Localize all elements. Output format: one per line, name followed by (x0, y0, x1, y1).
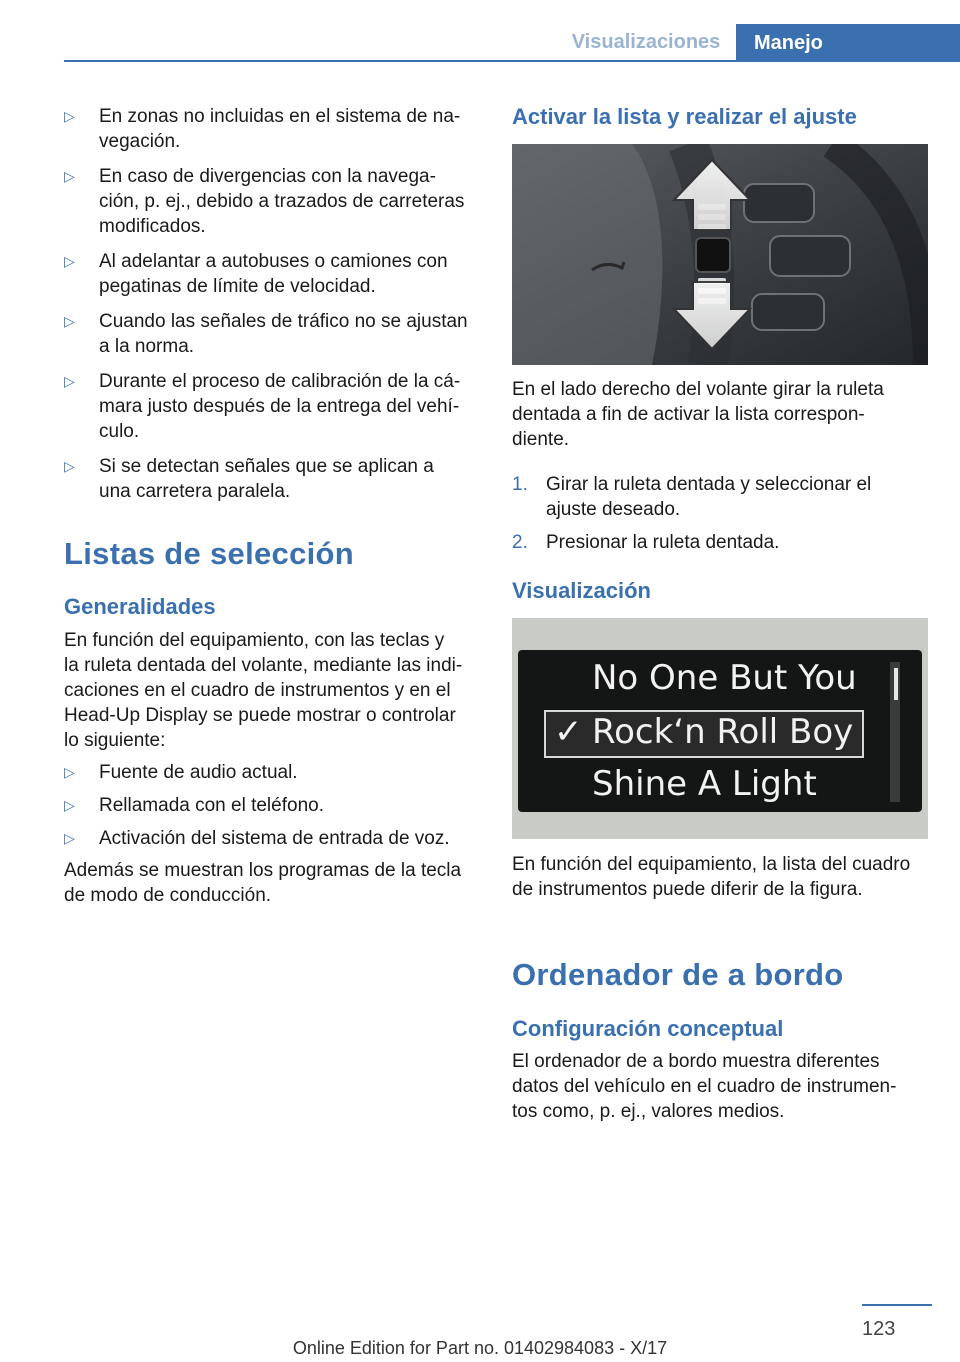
heading-activar-lista: Activar la lista y realizar el ajuste (512, 104, 857, 129)
bullet-text: Activación del sistema de entrada de voz. (99, 828, 450, 849)
page-number: 123 (862, 1318, 896, 1340)
bullet-text: Durante el proceso de calibración de la cá‐ mara justo después de la entrega del vehí‐ culo. (99, 371, 461, 442)
display-item-3: Shine A Light (592, 764, 817, 804)
heading-visualizacion: Visualización (512, 578, 651, 603)
footer-edition: Online Edition for Part no. 01402984083 - X/17 (292, 1338, 668, 1358)
bullet-triangle-icon: ▷ (64, 458, 75, 474)
paragraph-visualizacion: En función del equipamiento, la lista del cuadro de instrumentos puede diferir de la figura. (512, 854, 911, 900)
bullet-triangle-icon: ▷ (64, 373, 75, 389)
page-number-rule (862, 1304, 932, 1306)
heading-ordenador-bordo: Ordenador de a bordo (512, 957, 844, 992)
bullet-text: En caso de divergencias con la navega‐ ción, p. ej., debido a trazados de carreteras modificados. (99, 166, 465, 237)
list-item (64, 164, 480, 239)
bullet-text: Si se detectan señales que se aplican a una carretera paralela. (99, 456, 434, 502)
bullet-triangle-icon: ▷ (64, 764, 75, 780)
bullet-triangle-icon: ▷ (64, 108, 75, 124)
step-item (512, 530, 928, 555)
bullet-triangle-icon: ▷ (64, 797, 75, 813)
bullet-text: Cuando las señales de tráfico no se ajustan a la norma. (99, 311, 468, 357)
paragraph-configuracion: El ordenador de a bordo muestra diferentes datos del vehículo en el cuadro de instrumen‐ tos como, p. ej., valores medios. (512, 1051, 897, 1122)
bullet-triangle-icon: ▷ (64, 168, 75, 184)
list-item (64, 249, 480, 299)
list-item (64, 309, 480, 359)
step-number: 1. (512, 474, 528, 495)
bullet-text: Al adelantar a autobuses o camiones con pegatinas de límite de velocidad. (99, 251, 448, 297)
subheading-generalidades: Generalidades (64, 594, 216, 619)
header-rule (64, 60, 960, 62)
checkmark-icon: ✓ (554, 712, 583, 752)
bullet-text: Rellamada con el teléfono. (99, 795, 324, 816)
section-tab-manejo[interactable]: Manejo (736, 24, 960, 62)
heading-listas-seleccion: Listas de selección (64, 536, 354, 571)
list-item (64, 760, 480, 785)
display-item-2: Rock‘n Roll Boy (592, 712, 854, 752)
display-item-1: No One But You (592, 658, 857, 698)
bullet-list-exceptions (64, 104, 480, 514)
bullet-triangle-icon: ▷ (64, 313, 75, 329)
list-item (64, 793, 480, 818)
bullet-triangle-icon: ▷ (64, 830, 75, 846)
subheading-configuracion: Configuración conceptual (512, 1016, 784, 1041)
display-scrollbar-thumb (894, 668, 898, 700)
paragraph-extra: Además se muestran los programas de la tecla de modo de conducción. (64, 860, 462, 906)
list-item (64, 454, 480, 504)
bullet-triangle-icon: ▷ (64, 253, 75, 269)
list-item (64, 369, 480, 444)
section-tab-visualizaciones[interactable]: Visualizaciones (571, 30, 721, 53)
paragraph-activar: En el lado derecho del volante girar la ruleta dentada a fin de activar la lista correspon‐ diente. (512, 379, 884, 450)
paragraph-generalidades: En función del equipamiento, con las teclas y la ruleta dentada del volante, mediante las indi‐ caciones en el cuadro de instrumentos y en el Head-Up Display se puede mostrar o controlar lo siguiente: (64, 630, 463, 751)
bullet-text: En zonas no incluidas en el sistema de na‐ vegación. (99, 106, 461, 152)
step-text: Presionar la ruleta dentada. (546, 532, 780, 553)
display-list-image (512, 618, 928, 839)
step-item (512, 472, 928, 522)
numbered-steps (512, 472, 928, 563)
list-item (64, 826, 480, 851)
steering-wheel-image (512, 144, 928, 365)
step-text: Girar la ruleta dentada y seleccionar el ajuste deseado. (546, 474, 872, 520)
step-number: 2. (512, 532, 528, 553)
list-item (64, 104, 480, 154)
bullet-list-general (64, 760, 480, 859)
bullet-text: Fuente de audio actual. (99, 762, 298, 783)
